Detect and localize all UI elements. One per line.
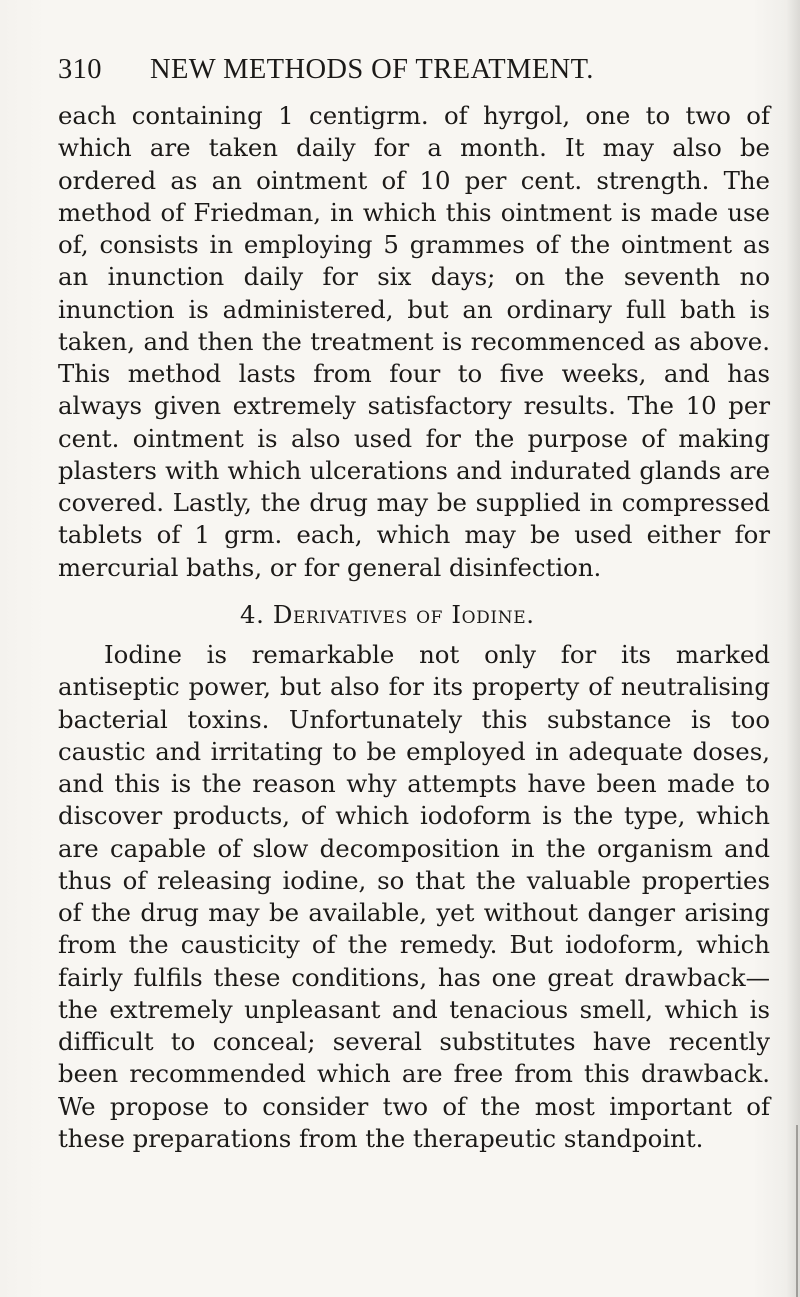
page-edge-crease bbox=[796, 1125, 798, 1297]
body-text bbox=[58, 100, 770, 1155]
section-heading: 4. Derivatives of Iodine. bbox=[240, 599, 535, 629]
page-header bbox=[58, 50, 748, 90]
paragraph-iodine: Iodine is remarkable not only for its marked antiseptic power, but also for its property of neutralising bacterial toxins. Unfortunately this substance is too caustic and irritating to be employed in adequate doses, and this is the reason why attempts have been made to discover products, of which iodoform is the type, which are capable of slow decomposition in the organism and thus of releasing iodine, so that the valuable properties of the drug may be available, yet without danger arising from the causticity of the remedy. But iodoform, which fairly fulfils these conditions, has one great drawback—the extremely unpleasant and tenacious smell, which is difficult to conceal; several substitutes have recently been recommended which are free from this drawback. We propose to consider two of the most important of these preparations from the therapeutic standpoint. bbox=[58, 640, 770, 1153]
page-edge-shadow bbox=[786, 0, 800, 1297]
page-number: 310 bbox=[58, 54, 102, 85]
running-title: NEW METHODS OF TREATMENT. bbox=[150, 54, 594, 85]
paragraph-hyrgol-continuation: each containing 1 centigrm. of hyrgol, one to two of which are taken daily for a month. It may also be ordered as an ointment of 10 per cent. strength. The method of Friedman, in which this ointment is made use of, consists in employing 5 grammes of the ointment as an inunction daily for six days; on the seventh no inunction is administered, but an ordinary full bath is taken, and then the treatment is recommenced as above. This method lasts from four to five weeks, and has always given extremely satisfactory results. The 10 per cent. ointment is also used for the purpose of making plasters with which ulcerations and indurated glands are covered. Lastly, the drug may be supplied in compressed tablets of 1 grm. each, which may be used either for mercurial baths, or for general disinfection. bbox=[58, 101, 770, 582]
